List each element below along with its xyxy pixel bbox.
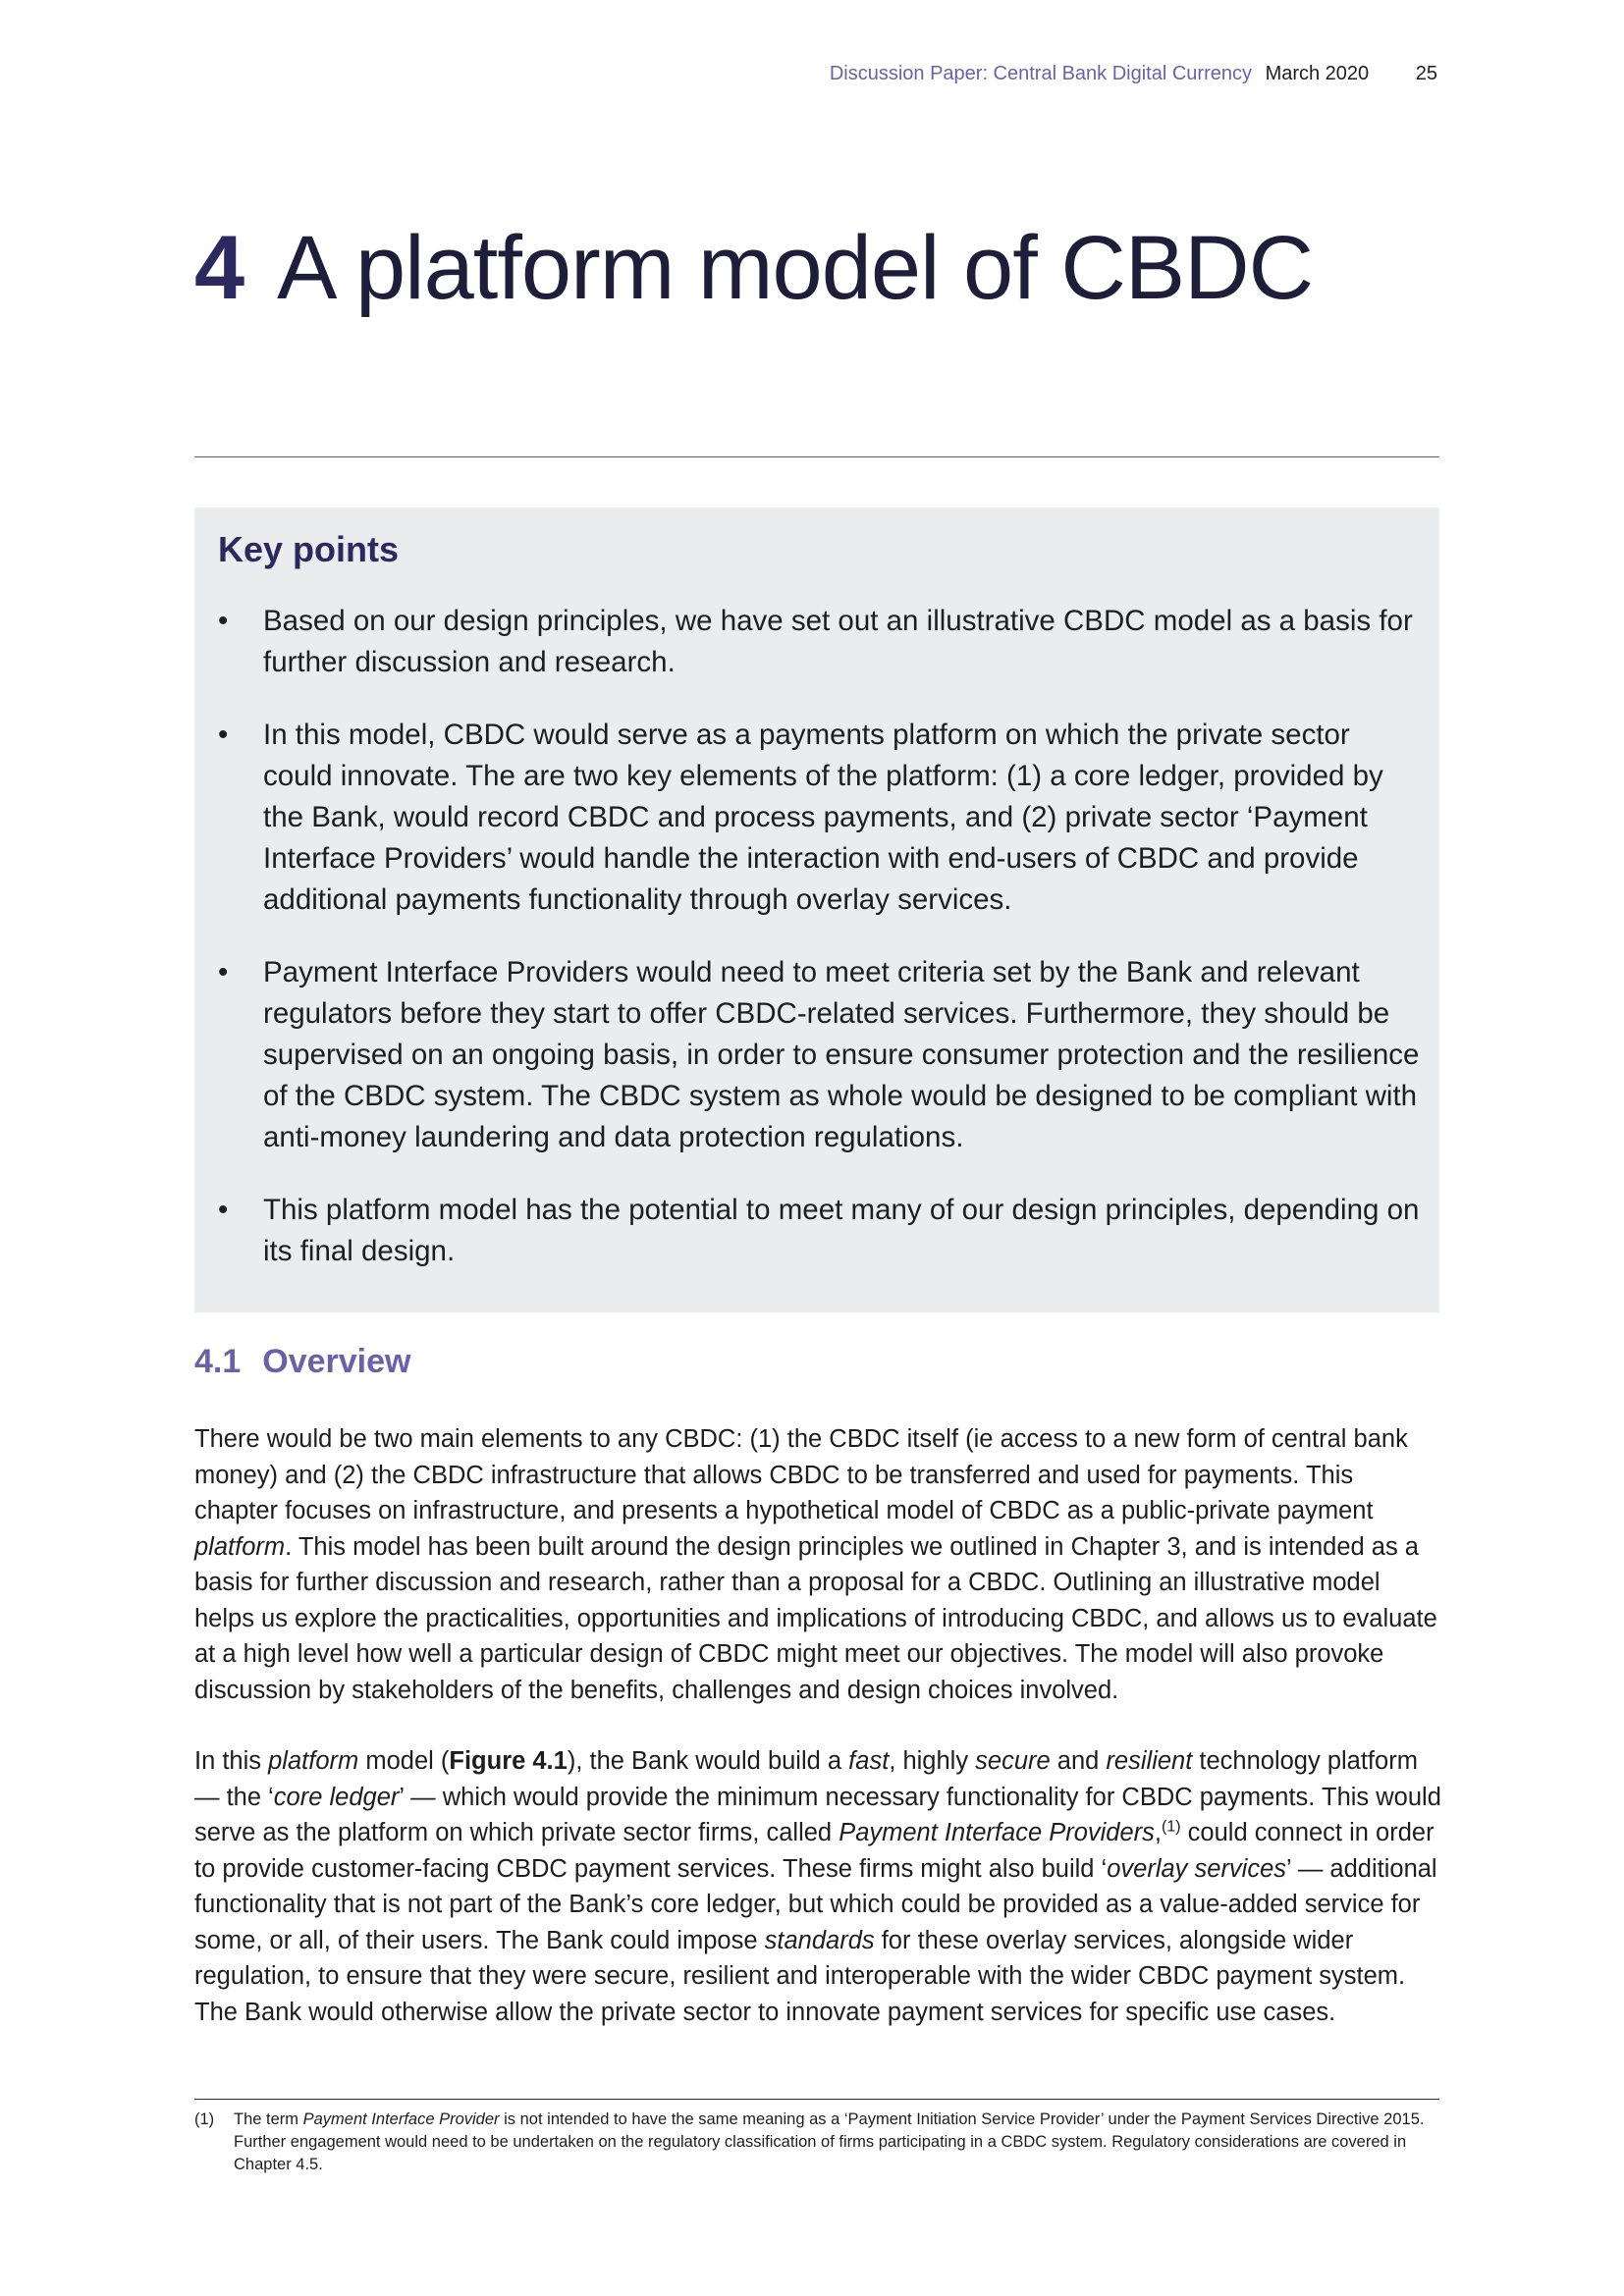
chapter-number: 4	[194, 218, 244, 318]
page-title	[194, 214, 1313, 322]
paragraph-text: . This model has been built around the design principles we outlined in Chapter 3, and is intended as a basis for further discussion and research, rather than a proposal for a CBDC. Outlining an illustrative model helps us explore the practicalities, opportunities and implications of introducing CBDC, and allows us to evaluate at a high level how well a particular design of CBDC might meet our objectives. The model will also provoke discussion by stakeholders of the benefits, challenges and design choices involved.	[194, 1532, 1437, 1704]
section-title: Overview	[262, 1343, 411, 1380]
key-points-list	[218, 601, 1421, 1304]
paragraph-text: model (	[358, 1747, 450, 1775]
emphasis-text: core ledger	[273, 1783, 400, 1811]
emphasis-text: Payment Interface Providers	[839, 1819, 1155, 1846]
key-points-title: Key points	[218, 529, 400, 569]
footnote-number: (1)	[194, 2110, 215, 2128]
key-point-text: Based on our design principles, we have set out an illustrative CBDC model as a basis for further discussion and research.	[263, 605, 1413, 678]
body-paragraph-1	[194, 1421, 1443, 1708]
list-item	[218, 601, 1421, 683]
publication-date: March 2020	[1265, 63, 1370, 84]
paragraph-text: ’ — additional functionality that is not part of the Bank’s core ledger, but which could be provided as a value-added service for some, or all, of their users. The Bank could impose	[194, 1854, 1437, 1954]
footnote-reference[interactable]: (1)	[1162, 1818, 1181, 1836]
section-number: 4.1	[194, 1343, 242, 1380]
section-heading	[194, 1340, 410, 1383]
bullet-icon: •	[218, 719, 229, 751]
list-item	[218, 715, 1421, 921]
paragraph-text: technology platform — the ‘	[194, 1747, 1418, 1811]
paragraph-text: ), the Bank would build a	[567, 1747, 849, 1775]
emphasis-text: platform	[194, 1532, 286, 1561]
paragraph-text: The term	[234, 2110, 303, 2128]
paragraph-text: is not intended to have the same meaning as a ‘Payment Initiation Service Provider’ under the Payment Services Directive 2015. Further engagement would need to be undertaken on the regulatory classification of firms participating in a CBDC system. Regulatory considerations are covered in Chapter 4.5.	[234, 2110, 1425, 2173]
paragraph-text: ’ — which would provide the minimum necessary functionality for CBDC payments. This would serve as the platform on which private sector firms, called	[194, 1783, 1441, 1846]
footnote-text	[194, 2109, 1439, 2176]
emphasis-text: fast	[848, 1747, 890, 1775]
paragraph-text: ,	[1154, 1819, 1163, 1846]
paragraph-text: , highly	[889, 1747, 976, 1775]
figure-reference[interactable]: Figure 4.1	[449, 1747, 568, 1775]
running-header	[0, 61, 1437, 86]
bullet-icon: •	[218, 956, 229, 988]
publication-title: Discussion Paper: Central Bank Digital Currency	[829, 63, 1252, 84]
paragraph-text: for these overlay services, alongside wider regulation, to ensure that they were secure, resilient and interoperable with the wider CBDC payment system. The Bank would otherwise allow the private sector to innovate payment services for specific use cases.	[194, 1926, 1406, 2026]
paragraph-text: could connect in order to provide customer-facing CBDC payment services. These firms might also build ‘	[194, 1819, 1435, 1883]
footnote	[194, 2109, 1439, 2176]
paragraph-text: and	[1050, 1747, 1107, 1775]
list-item	[218, 1190, 1421, 1272]
emphasis-text: overlay services	[1107, 1854, 1287, 1883]
bullet-icon: •	[218, 1194, 229, 1226]
page-number: 25	[1415, 63, 1437, 84]
heading-divider	[194, 456, 1439, 457]
body-paragraph-2	[194, 1743, 1443, 2030]
emphasis-text: resilient	[1106, 1747, 1193, 1775]
list-item	[218, 952, 1421, 1158]
key-point-text: This platform model has the potential to meet many of our design principles, depending on its final design.	[263, 1194, 1420, 1267]
key-points-box	[194, 507, 1439, 1312]
chapter-title: A platform model of CBDC	[277, 218, 1314, 318]
key-point-text: In this model, CBDC would serve as a payments platform on which the private sector could innovate. The are two key elements of the platform: (1) a core ledger, provided by the Bank, would record CBDC and process payments, and (2) private sector ‘Payment Interface Providers’ would handle the interaction with end-users of CBDC and provide additional payments functionality through overlay services.	[263, 719, 1383, 916]
paragraph-text: In this	[194, 1747, 269, 1775]
emphasis-text: platform	[268, 1747, 359, 1775]
emphasis-text: standards	[764, 1926, 875, 1954]
paragraph-text: There would be two main elements to any CBDC: (1) the CBDC itself (ie access to a new form of central bank money) and (2) the CBDC infrastructure that allows CBDC to be transferred and used for payments. This chapter focuses on infrastructure, and presents a hypothetical model of CBDC as a public-private payment	[194, 1425, 1408, 1524]
emphasis-text: Payment Interface Provider	[302, 2110, 500, 2128]
key-point-text: Payment Interface Providers would need to meet criteria set by the Bank and relevant regulators before they start to offer CBDC-related services. Furthermore, they should be supervised on an ongoing basis, in order to ensure consumer protection and the resilience of the CBDC system. The CBDC system as whole would be designed to be compliant with anti-money laundering and data protection regulations.	[263, 956, 1420, 1153]
bullet-icon: •	[218, 605, 229, 637]
footnote-divider	[194, 2099, 1439, 2100]
emphasis-text: secure	[975, 1747, 1051, 1775]
